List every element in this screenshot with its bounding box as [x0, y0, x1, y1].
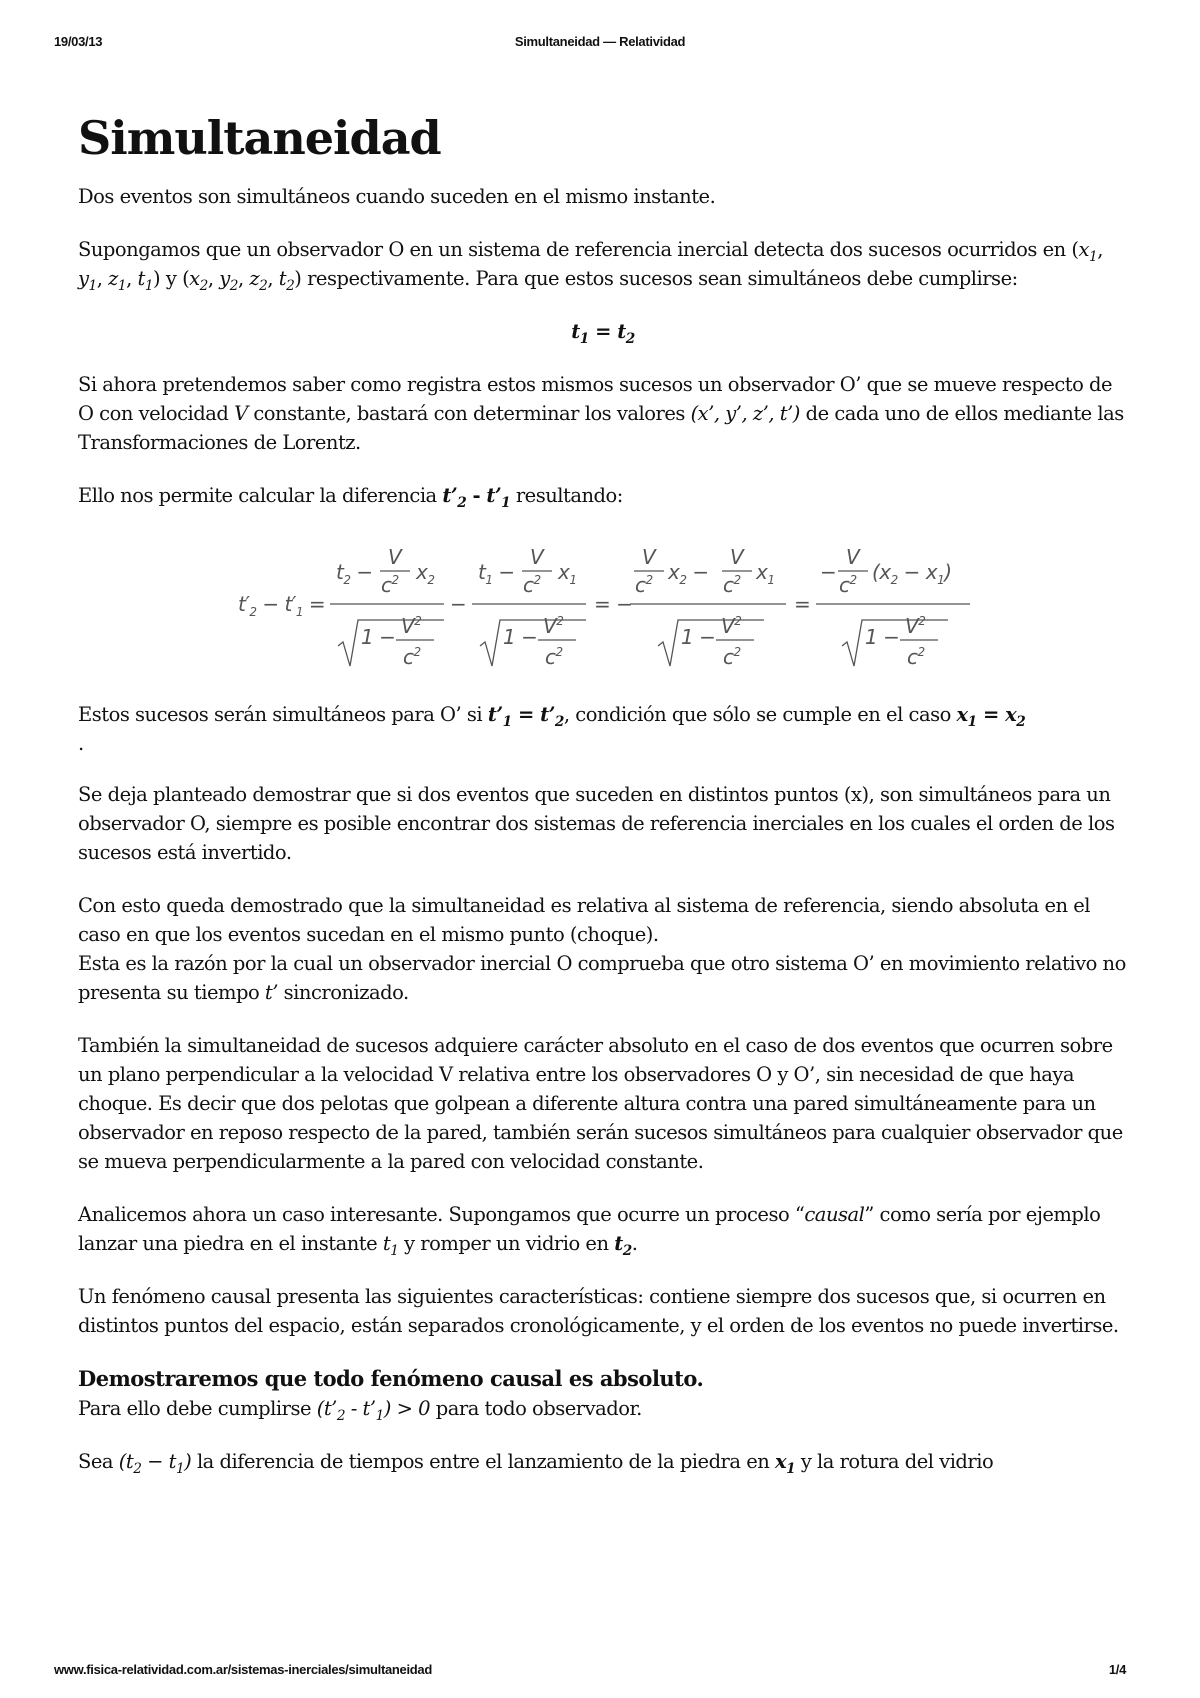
header-title: Simultaneidad — Relatividad	[514, 34, 686, 49]
svg-text:1 −: 1 −	[865, 625, 900, 649]
paragraph-causal-case: Analicemos ahora un caso interesante. Supongamos que ocurre un proceso “causal” como sería por ejemplo lanzar una piedra en el instante $t_1$ y romper un vidrio en $t_2$.	[78, 1203, 1101, 1259]
footer-url: www.fisica-relatividad.com.ar/sistemas-inerciales/simultaneidad	[54, 1662, 433, 1677]
svg-text:V: V	[642, 545, 656, 569]
svg-text:1 −: 1 −	[503, 625, 538, 649]
primed-coords: (x’, y’, z’, t’)	[690, 402, 800, 425]
paragraph-difference: Ello nos permite calcular la diferencia $t’_2$ - $t’_1$ resultando:	[78, 484, 623, 511]
svg-text:c2: $c^2$	[523, 573, 541, 597]
svg-text:c2: $c^2$	[403, 645, 421, 669]
paragraph-observer-o-prime: Si ahora pretendemos saber como registra estos mismos sucesos un observador O’ que se mueve respecto de O con velocidad V constante, bastará con determinar los valores (x’, y’, z’, t’) de cada uno de ellos mediante las Transformaciones de Lorentz.	[78, 373, 1124, 454]
paragraph-definition: Dos eventos son simultáneos cuando suceden en el mismo instante.	[78, 185, 716, 208]
lorentz-difference-formula	[238, 534, 1128, 682]
svg-text:c2: $c^2$	[723, 645, 741, 669]
paragraph-simultaneous-condition: Estos sucesos serán simultáneos para O’ si $t’_1$ = $t’_2$, condición que sólo se cumple en el caso $x_1 = x_2$	[78, 703, 1026, 730]
svg-text:c2: $c^2$	[545, 645, 563, 669]
header-date: 19/03/13	[54, 34, 103, 49]
page-title: Simultaneidad	[78, 111, 441, 165]
equation-t1-equals-t2: $t_1 = t_2$	[571, 320, 635, 347]
svg-text:t2 −: $t_2$ −	[336, 560, 373, 587]
svg-text:1 −: 1 −	[361, 625, 396, 649]
event-2-coords: ($x_2$, $y_2$, $z_2$, $t_2$)	[182, 267, 302, 294]
paragraph-relativity-of-simultaneity: Con esto queda demostrado que la simultaneidad es relativa al sistema de referencia, siendo absoluta en el caso en que los eventos sucedan en el mismo punto (choque). Esta es la razón por la cual un observador inercial O comprueba que otro sistema O’ en movimiento relativo no presenta su tiempo t’ sincronizado.	[78, 894, 1126, 1004]
svg-text:= −: = −	[594, 592, 633, 616]
svg-text:c2: $c^2$	[635, 573, 653, 597]
svg-text:x2: $x_2$	[416, 560, 435, 587]
svg-text:V2: $V^2$	[543, 614, 564, 638]
svg-text:V2: $V^2$	[721, 614, 742, 638]
paragraph-observer-o: Supongamos que un observador O en un sistema de referencia inercial detecta dos sucesos ocurridos en ($x_1$, $y_1$, $z_1$, $t_1$) y ($x_2$, $y_2$, $z_2$, $t_2$) respectivamente. Para que estos sucesos sean simultáneos debe cumplirse:	[78, 238, 1103, 294]
svg-text:x2 −: $x_2$ −	[668, 560, 709, 587]
document-body	[78, 108, 1128, 1500]
svg-text:(x2 − x1): $(x_2 - x_1)$	[872, 560, 952, 587]
svg-text:c2: $c^2$	[839, 573, 857, 597]
svg-text:=: =	[794, 592, 811, 616]
svg-text:V: V	[730, 545, 744, 569]
svg-text:x1: $x_1$	[558, 560, 577, 587]
svg-text:t1 −: $t_1$ −	[478, 560, 515, 587]
svg-text:c2: $c^2$	[907, 645, 925, 669]
svg-text:c2: $c^2$	[723, 573, 741, 597]
svg-text:1 −: 1 −	[681, 625, 716, 649]
footer-page-number: 1/4	[1108, 1662, 1126, 1677]
svg-text:−: −	[820, 560, 837, 584]
section-heading: Demostraremos que todo fenómeno causal es absoluto.	[78, 1366, 704, 1391]
svg-text:V: V	[530, 545, 544, 569]
paragraph-perpendicular-plane: También la simultaneidad de sucesos adquiere carácter absoluto en el caso de dos eventos que ocurren sobre un plano perpendicular a la velocidad V relativa entre los observadores O y O’, sin necesidad de que haya choque. Es decir que dos pelotas que golpean a diferente altura contra una pared simultáneamente para un observador en reposo respecto de la pared, también serán sucesos simultáneos para cualquier observador que se mueva perpendicularmente a la pared con velocidad constante.	[78, 1034, 1123, 1173]
svg-text:V2: $V^2$	[401, 614, 422, 638]
period-mark: .	[78, 732, 84, 755]
svg-text:x1: $x_1$	[756, 560, 775, 587]
paragraph-inverted-order: Se deja planteado demostrar que si dos eventos que suceden en distintos puntos (x), son simultáneos para un observador O, siempre es posible encontrar dos sistemas de referencia inerciales en los cuales el orden de los sucesos está invertido.	[78, 783, 1115, 864]
paragraph-causal-characteristics: Un fenómeno causal presenta las siguientes características: contiene siempre dos sucesos que, si ocurren en distintos puntos del espacio, están separados cronológicamente, y el orden de los eventos no puede invertirse.	[78, 1285, 1119, 1337]
paragraph-time-difference: Sea $(t_2 - t_1)$ la diferencia de tiempos entre el lanzamiento de la piedra en $x_1$ y la rotura del vidrio	[78, 1450, 994, 1477]
svg-text:V: V	[846, 545, 860, 569]
svg-text:t′2 − t′1 =: $t'_2 - t'_1$ =	[238, 592, 326, 619]
svg-text:V: V	[388, 545, 402, 569]
svg-text:−: −	[450, 592, 467, 616]
event-1-coords: ($x_1$, $y_1$, $z_1$, $t_1$)	[78, 238, 1103, 294]
paragraph-causal-absolute: Demostraremos que todo fenómeno causal es absoluto. Para ello debe cumplirse ($t’_2$ - $t’_1) > 0$ para todo observador.	[78, 1366, 704, 1424]
formula-svg	[238, 534, 1058, 674]
svg-text:c2: $c^2$	[381, 573, 399, 597]
svg-text:V2: $V^2$	[905, 614, 926, 638]
